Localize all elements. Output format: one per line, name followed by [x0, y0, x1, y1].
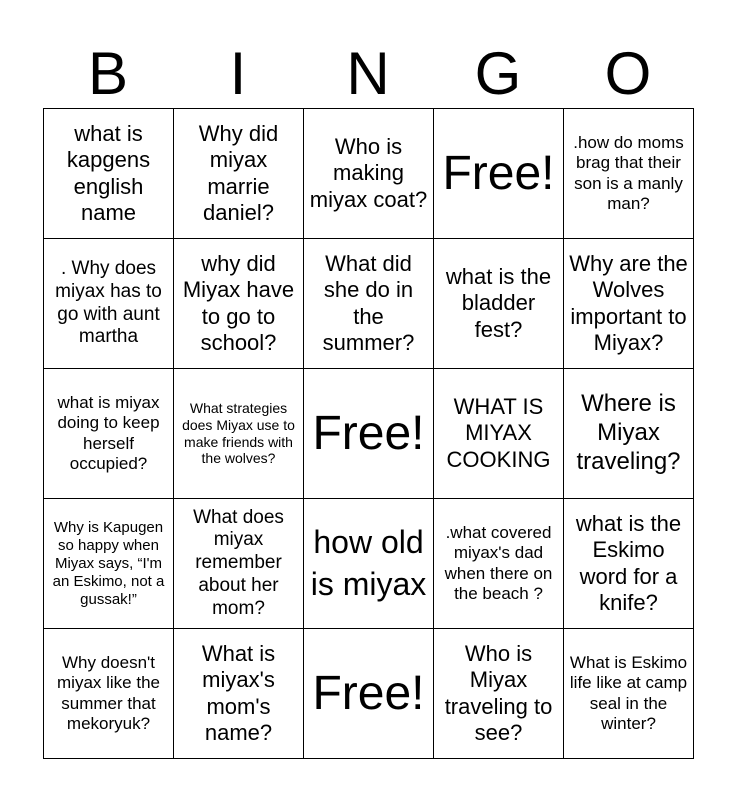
bingo-cell[interactable]: What did she do in the summer? [304, 239, 434, 369]
bingo-cell[interactable]: Who is Miyax traveling to see? [434, 629, 564, 759]
bingo-cell[interactable]: What is Eskimo life like at camp seal in the winter? [564, 629, 694, 759]
bingo-cell[interactable]: Why doesn't miyax like the summer that mekoryuk? [44, 629, 174, 759]
bingo-board [43, 108, 694, 759]
bingo-cell[interactable]: WHAT IS MIYAX COOKING [434, 369, 564, 499]
header-letter-o: O [604, 40, 652, 107]
bingo-cell[interactable]: Who is making miyax coat? [304, 109, 434, 239]
bingo-cell[interactable]: .what covered miyax's dad when there on the beach ? [434, 499, 564, 629]
header-letter-n: N [346, 40, 390, 107]
bingo-cell[interactable]: what is miyax doing to keep herself occupied? [44, 369, 174, 499]
bingo-cell[interactable]: What strategies does Miyax use to make friends with the wolves? [174, 369, 304, 499]
bingo-cell[interactable]: .how do moms brag that their son is a manly man? [564, 109, 694, 239]
bingo-cell[interactable]: Why did miyax marrie daniel? [174, 109, 304, 239]
free-cell[interactable]: Free! [304, 369, 434, 499]
bingo-cell[interactable]: how old is miyax [304, 499, 434, 629]
board-row [44, 369, 694, 499]
board-row [44, 499, 694, 629]
bingo-cell[interactable]: Why is Kapugen so happy when Miyax says, “I'm an Eskimo, not a gussak!” [44, 499, 174, 629]
bingo-cell[interactable]: what is the Eskimo word for a knife? [564, 499, 694, 629]
bingo-cell[interactable]: what is the bladder fest? [434, 239, 564, 369]
bingo-cell[interactable]: Where is Miyax traveling? [564, 369, 694, 499]
board-row [44, 109, 694, 239]
header-letter-g: G [474, 40, 522, 107]
bingo-cell[interactable]: What is miyax's mom's name? [174, 629, 304, 759]
bingo-cell[interactable]: why did Miyax have to go to school? [174, 239, 304, 369]
bingo-cell[interactable]: Why are the Wolves important to Miyax? [564, 239, 694, 369]
bingo-cell[interactable]: . Why does miyax has to go with aunt martha [44, 239, 174, 369]
free-cell[interactable]: Free! [304, 629, 434, 759]
board-row [44, 239, 694, 369]
bingo-cell[interactable]: What does miyax remember about her mom? [174, 499, 304, 629]
bingo-cell[interactable]: what is kapgens english name [44, 109, 174, 239]
board-row [44, 629, 694, 759]
bingo-header [43, 40, 693, 108]
header-letter-b: B [87, 40, 129, 107]
header-letter-i: I [229, 40, 247, 107]
free-cell[interactable]: Free! [434, 109, 564, 239]
